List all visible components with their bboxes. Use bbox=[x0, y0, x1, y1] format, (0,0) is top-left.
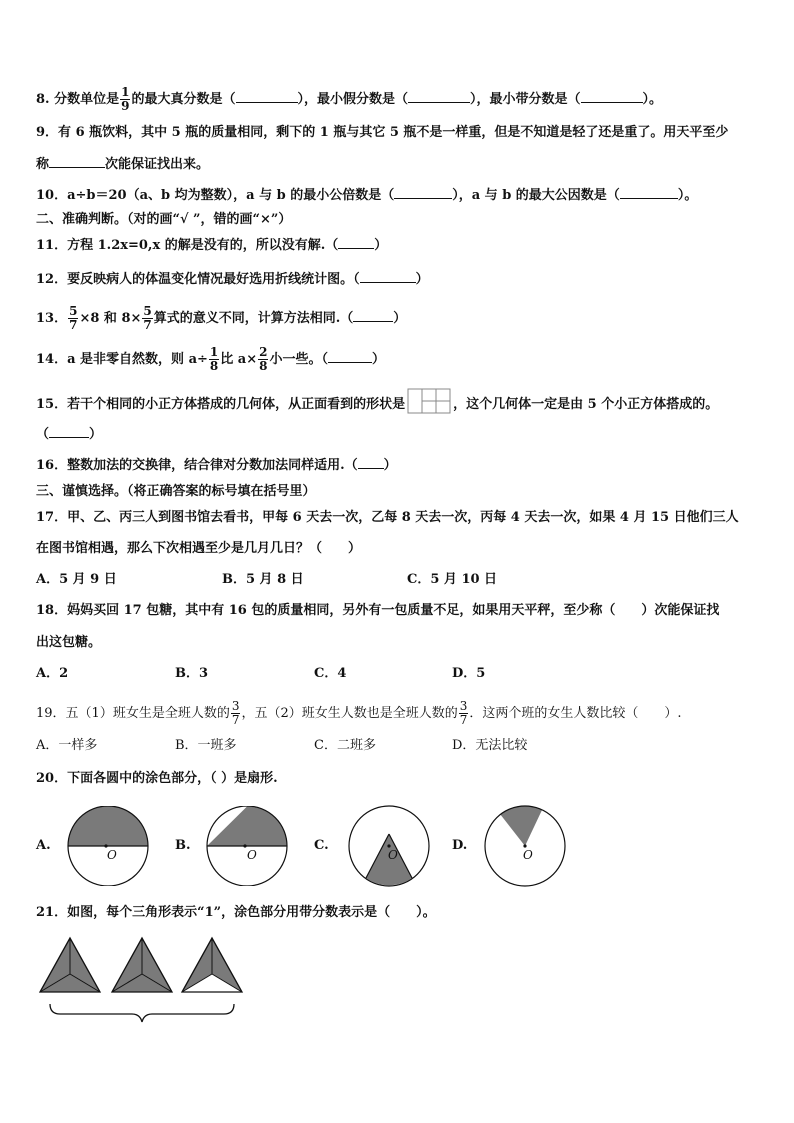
question-14: 14．a 是非零自然数，则 a÷ $\frac{1}{8}$ 比 a× $\frac{2}{8}$ 小一些。（ ） bbox=[36, 345, 385, 373]
question-19: 19．五（1）班女生是全班人数的 $\frac{3}{7}$ ，五（2）班女生人数也是全班人数的 $\frac{3}{7}$ ．这两个班的女生人数比较（ ）. bbox=[36, 699, 682, 727]
question-8: 8. 分数单位是 $\frac{1}{9}$ 的最大真分数是（ ），最小假分数是（ ），最小带分数是（ ）。 bbox=[36, 85, 663, 113]
question-21: 21．如图，每个三角形表示“1”，涂色部分用带分数表示是（ ）。 bbox=[36, 905, 436, 920]
question-15: 15．若干个相同的小正方体搭成的几何体，从正面看到的形状是 ，这个几何体一定是由 5 个小正方体搭成的。 bbox=[36, 388, 718, 421]
answer-blank[interactable] bbox=[236, 90, 298, 103]
question-20: 20．下面各圆中的涂色部分，（ ）是扇形. bbox=[36, 771, 278, 786]
front-view-grid-icon bbox=[407, 388, 451, 421]
question-18-line1: 18．妈妈买回 17 包糖，其中有 16 包的质量相同，另外有一包质量不足，如果用天平秤，至少称（ ）次能保证找 bbox=[36, 603, 720, 618]
circle-figure-a[interactable] bbox=[66, 806, 150, 886]
question-17-line2: 在图书馆相遇，那么下次相遇至少是几月几日？（ ） bbox=[36, 541, 362, 556]
center-label: O bbox=[388, 848, 398, 862]
question-13: 13． $\frac{5}{7}$ ×8 和 8× $\frac{5}{7}$ 算式的意义不同，计算方法相同.（ ） bbox=[36, 304, 407, 332]
option-a[interactable]: A．2 bbox=[36, 666, 69, 681]
option-a[interactable]: A．一样多 bbox=[36, 738, 98, 753]
shaded-semicircle bbox=[68, 806, 148, 846]
question-17-line1: 17．甲、乙、丙三人到图书馆去看书，甲每 6 天去一次，乙每 8 天去一次，丙每 4 天去一次，如果 4 月 15 日他们三人 bbox=[36, 510, 739, 525]
answer-blank[interactable] bbox=[49, 155, 105, 168]
fraction: $\frac{5}{7}$ bbox=[69, 304, 78, 332]
triangle-1 bbox=[40, 938, 100, 992]
question-10: 10．a÷b＝20（a、b 均为整数），a 与 b 的最小公倍数是（ ），a 与 b 的最大公因数是（ ）。 bbox=[36, 188, 698, 203]
answer-blank[interactable] bbox=[360, 270, 416, 283]
option-b[interactable]: B．一班多 bbox=[175, 738, 237, 753]
option-d-label[interactable]: D. bbox=[452, 838, 468, 853]
question-16: 16．整数加法的交换律，结合律对分数加法同样适用.（ ） bbox=[36, 458, 397, 473]
answer-blank[interactable] bbox=[394, 186, 452, 199]
answer-blank[interactable] bbox=[328, 350, 372, 363]
fraction: $\frac{2}{8}$ bbox=[259, 345, 268, 373]
option-c[interactable]: C．二班多 bbox=[314, 738, 376, 753]
section-2-heading: 二、准确判断。（对的画“√ ”，错的画“×”） bbox=[36, 212, 292, 227]
fraction: $\frac{3}{7}$ bbox=[231, 699, 240, 727]
option-c[interactable]: C．4 bbox=[314, 666, 347, 681]
fraction: $\frac{1}{9}$ bbox=[121, 85, 130, 113]
option-b-label[interactable]: B. bbox=[175, 838, 191, 853]
option-d[interactable]: D．无法比较 bbox=[452, 738, 528, 753]
center-label: O bbox=[107, 848, 117, 862]
option-a-label[interactable]: A. bbox=[36, 838, 51, 853]
triangle-2 bbox=[112, 938, 172, 992]
circle-figure-b[interactable] bbox=[205, 806, 289, 886]
answer-blank[interactable] bbox=[408, 90, 470, 103]
option-a[interactable]: A．5 月 9 日 bbox=[36, 572, 117, 587]
answer-blank[interactable] bbox=[620, 186, 678, 199]
answer-blank[interactable] bbox=[338, 236, 374, 249]
shaded-sector bbox=[500, 806, 542, 846]
fraction: $\frac{5}{7}$ bbox=[143, 304, 152, 332]
brace bbox=[50, 1004, 234, 1022]
question-18-line2: 出这包糖。 bbox=[36, 635, 102, 650]
option-b[interactable]: B．5 月 8 日 bbox=[222, 572, 304, 587]
circle-figure-d[interactable] bbox=[482, 804, 568, 888]
answer-blank[interactable] bbox=[581, 90, 643, 103]
question-15-answer: （ ） bbox=[36, 427, 103, 442]
fraction: $\frac{1}{8}$ bbox=[209, 345, 219, 373]
answer-blank[interactable] bbox=[353, 309, 393, 322]
section-3-heading: 三、谨慎选择。（将正确答案的标号填在括号里） bbox=[36, 484, 316, 499]
fraction: $\frac{3}{7}$ bbox=[459, 699, 468, 727]
shaded-segment bbox=[207, 807, 287, 847]
circle-figure-c[interactable] bbox=[346, 804, 432, 888]
option-c[interactable]: C．5 月 10 日 bbox=[407, 572, 498, 587]
center-label: O bbox=[523, 848, 533, 862]
triangles-figure bbox=[36, 934, 256, 1026]
answer-blank[interactable] bbox=[358, 456, 384, 469]
triangle-3 bbox=[182, 938, 242, 992]
center-label: O bbox=[247, 848, 257, 862]
question-9-line1: 9．有 6 瓶饮料，其中 5 瓶的质量相同，剩下的 1 瓶与其它 5 瓶不是一样重，但是不知道是轻了还是重了。用天平至少 bbox=[36, 125, 729, 140]
option-c-label[interactable]: C. bbox=[314, 838, 329, 853]
option-d[interactable]: D．5 bbox=[452, 666, 486, 681]
option-b[interactable]: B．3 bbox=[175, 666, 209, 681]
question-11: 11．方程 1.2x=0,x 的解是没有的，所以没有解.（ ） bbox=[36, 238, 388, 253]
question-9-line2: 称 次能保证找出来。 bbox=[36, 157, 210, 172]
answer-blank[interactable] bbox=[49, 425, 89, 438]
question-12: 12．要反映病人的体温变化情况最好选用折线统计图。（ ） bbox=[36, 272, 429, 287]
